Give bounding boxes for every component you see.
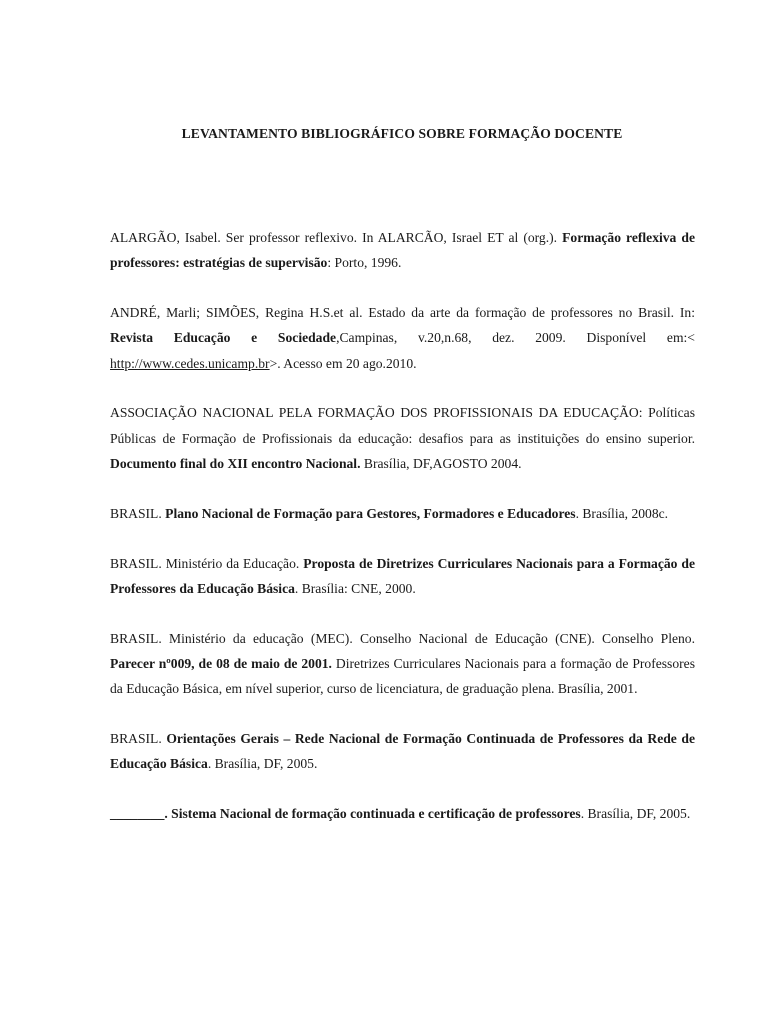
reference-title: Proposta de Diretrizes Curriculares Nacionais para a Formação de Professores da Educação Básica [110,555,695,596]
reference-title-text: . Sistema Nacional de formação continuada e certificação de professores [164,806,581,822]
reference-text: ANDRÉ, Marli; SIMÕES, Regina H.S.et al. Estado da arte da formação de professores no Brasil. In: [110,305,695,321]
reference-text: BRASIL. [110,505,166,521]
reference-alarcao [110,225,695,276]
reference-text: ALARGÃO, Isabel. Ser professor reflexivo. In ALARCÃO, Israel ET al (org.). [110,230,563,245]
reference-text: ,Campinas, v.20,n.68, dez. 2009. Disponível em:< [336,330,695,346]
reference-list [110,225,695,851]
reference-title: Formação reflexiva de professores: estratégias de supervisão [110,230,695,271]
reference-text: . Brasília: CNE, 2000. [294,580,416,596]
reference-brasil-orientacoes [110,726,695,777]
reference-anfope [110,400,695,476]
reference-text: . Brasília, DF, 2005. [580,806,691,822]
reference-text: . Brasília, DF, 2005. [207,756,318,772]
reference-brasil-proposta [110,551,695,602]
reference-andre [110,300,695,376]
reference-text: >. Acesso em 20 ago.2010. [269,355,417,371]
reference-title: Plano Nacional de Formação para Gestores, Formadores e Educadores [165,505,576,521]
reference-title: Documento final do XII encontro Nacional. [110,456,361,472]
reference-text: . Brasília, 2008c. [575,505,669,521]
reference-brasil-parecer [110,626,695,702]
reference-text: BRASIL. Ministério da educação (MEC). Conselho Nacional de Educação (CNE). Conselho Pleno. [110,630,695,646]
reference-text: Diretrizes Curriculares Nacionais para a formação de Professores da Educação Básica, em nível superior, curso de licenciatura, de graduação plena. Brasília, 2001. [110,656,695,697]
document-title: LEVANTAMENTO BIBLIOGRÁFICO SOBRE FORMAÇÃO DOCENTE [181,126,623,141]
reference-sistema-nacional [110,801,695,826]
reference-title: Revista Educação e Sociedade [110,330,337,346]
reference-text: Brasília, DF,AGOSTO 2004. [360,456,522,472]
author-repeat-line: ________ [110,806,165,822]
reference-title [110,806,581,821]
reference-text: ASSOCIAÇÃO NACIONAL PELA FORMAÇÃO DOS PROFISSIONAIS DA EDUCAÇÃO: Políticas Públicas de Formação de Profissionais da educação: desafios para as instituições do ensino superior. [110,405,695,446]
reference-link[interactable]: http://www.cedes.unicamp.br [110,355,270,371]
reference-text: BRASIL. Ministério da Educação. [110,555,304,571]
reference-text: BRASIL. [110,731,167,747]
reference-title: Parecer nº009, de 08 de maio de 2001. [110,656,332,672]
reference-title: Orientações Gerais – Rede Nacional de Formação Continuada de Professores da Rede de Educação Básica [110,731,695,772]
reference-text: : Porto, 1996. [327,255,402,271]
reference-brasil-plano [110,501,695,526]
